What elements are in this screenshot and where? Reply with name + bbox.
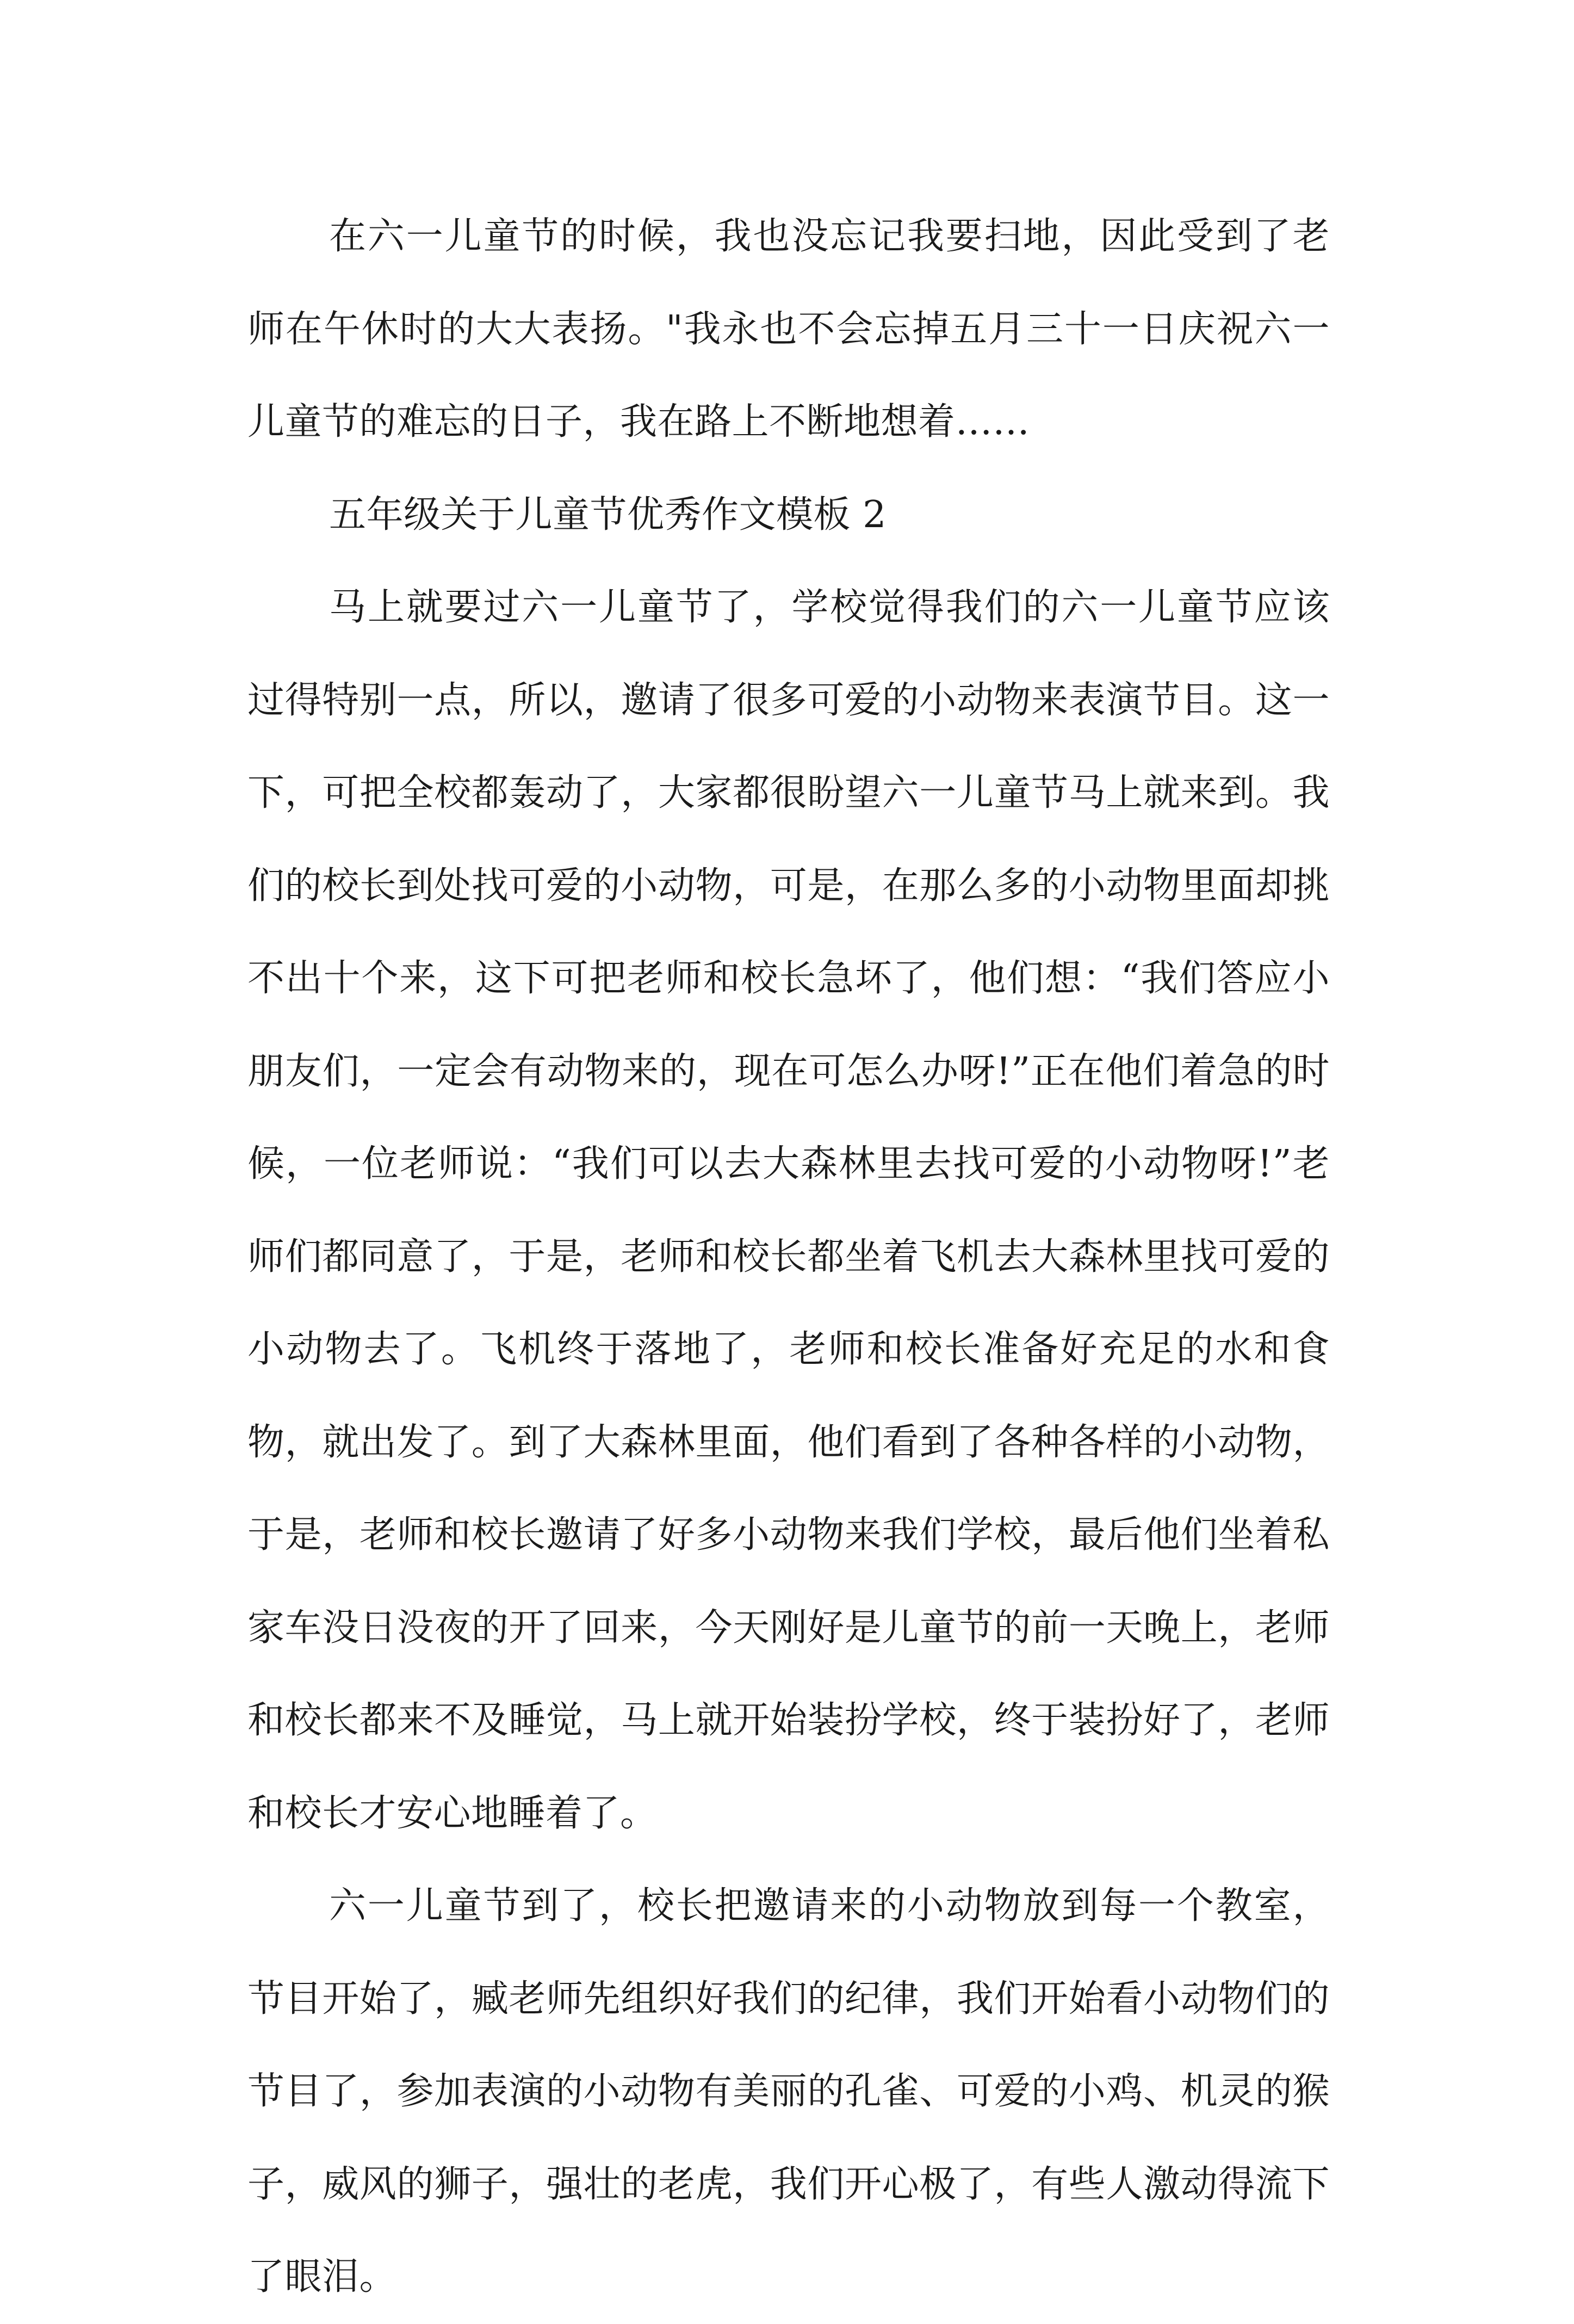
section-heading: 五年级关于儿童节优秀作文模板 2 [329,493,887,536]
document-body [247,190,1330,2324]
paragraph-2: 马上就要过六一儿童节了，学校觉得我们的六一儿童节应该过得特别一点，所以，邀请了很多可爱的小动物来表演节目。这一下，可把全校都轰动了，大家都很盼望六一儿童节马上就来到。我们的校长到处找可爱的小动物，可是，在那么多的小动物里面却挑不出十个来，这下可把老师和校长急坏了，他们想：“我们答应小朋友们，一定会有动物来的，现在可怎么办呀!”正在他们着急的时候，一位老师说：“我们可以去大森林里去找可爱的小动物呀!”老师们都同意了，于是，老师和校长都坐着飞机去大森林里找可爱的小动物去了。飞机终于落地了，老师和校长准备好充足的水和食物，就出发了。到了大森林里面，他们看到了各种各样的小动物，于是，老师和校长邀请了好多小动物来我们学校，最后他们坐着私家车没日没夜的开了回来，今天刚好是儿童节的前一天晚上，老师和校长都来不及睡觉，马上就开始装扮学校，终于装扮好了，老师和校长才安心地睡着了。 [247,586,1330,1835]
paragraph-3: 六一儿童节到了，校长把邀请来的小动物放到每一个教室，节目开始了，臧老师先组织好我们的纪律，我们开始看小动物们的节目了，参加表演的小动物有美丽的孔雀、可爱的小鸡、机灵的猴子，威风的狮子，强壮的老虎，我们开心极了，有些人激动得流下了眼泪。 [247,1884,1330,2298]
paragraph-1: 在六一儿童节的时候，我也没忘记我要扫地，因此受到了老师在午休时的大大表扬。"我永也不会忘掉五月三十一日庆祝六一儿童节的难忘的日子，我在路上不断地想着…… [247,215,1330,443]
